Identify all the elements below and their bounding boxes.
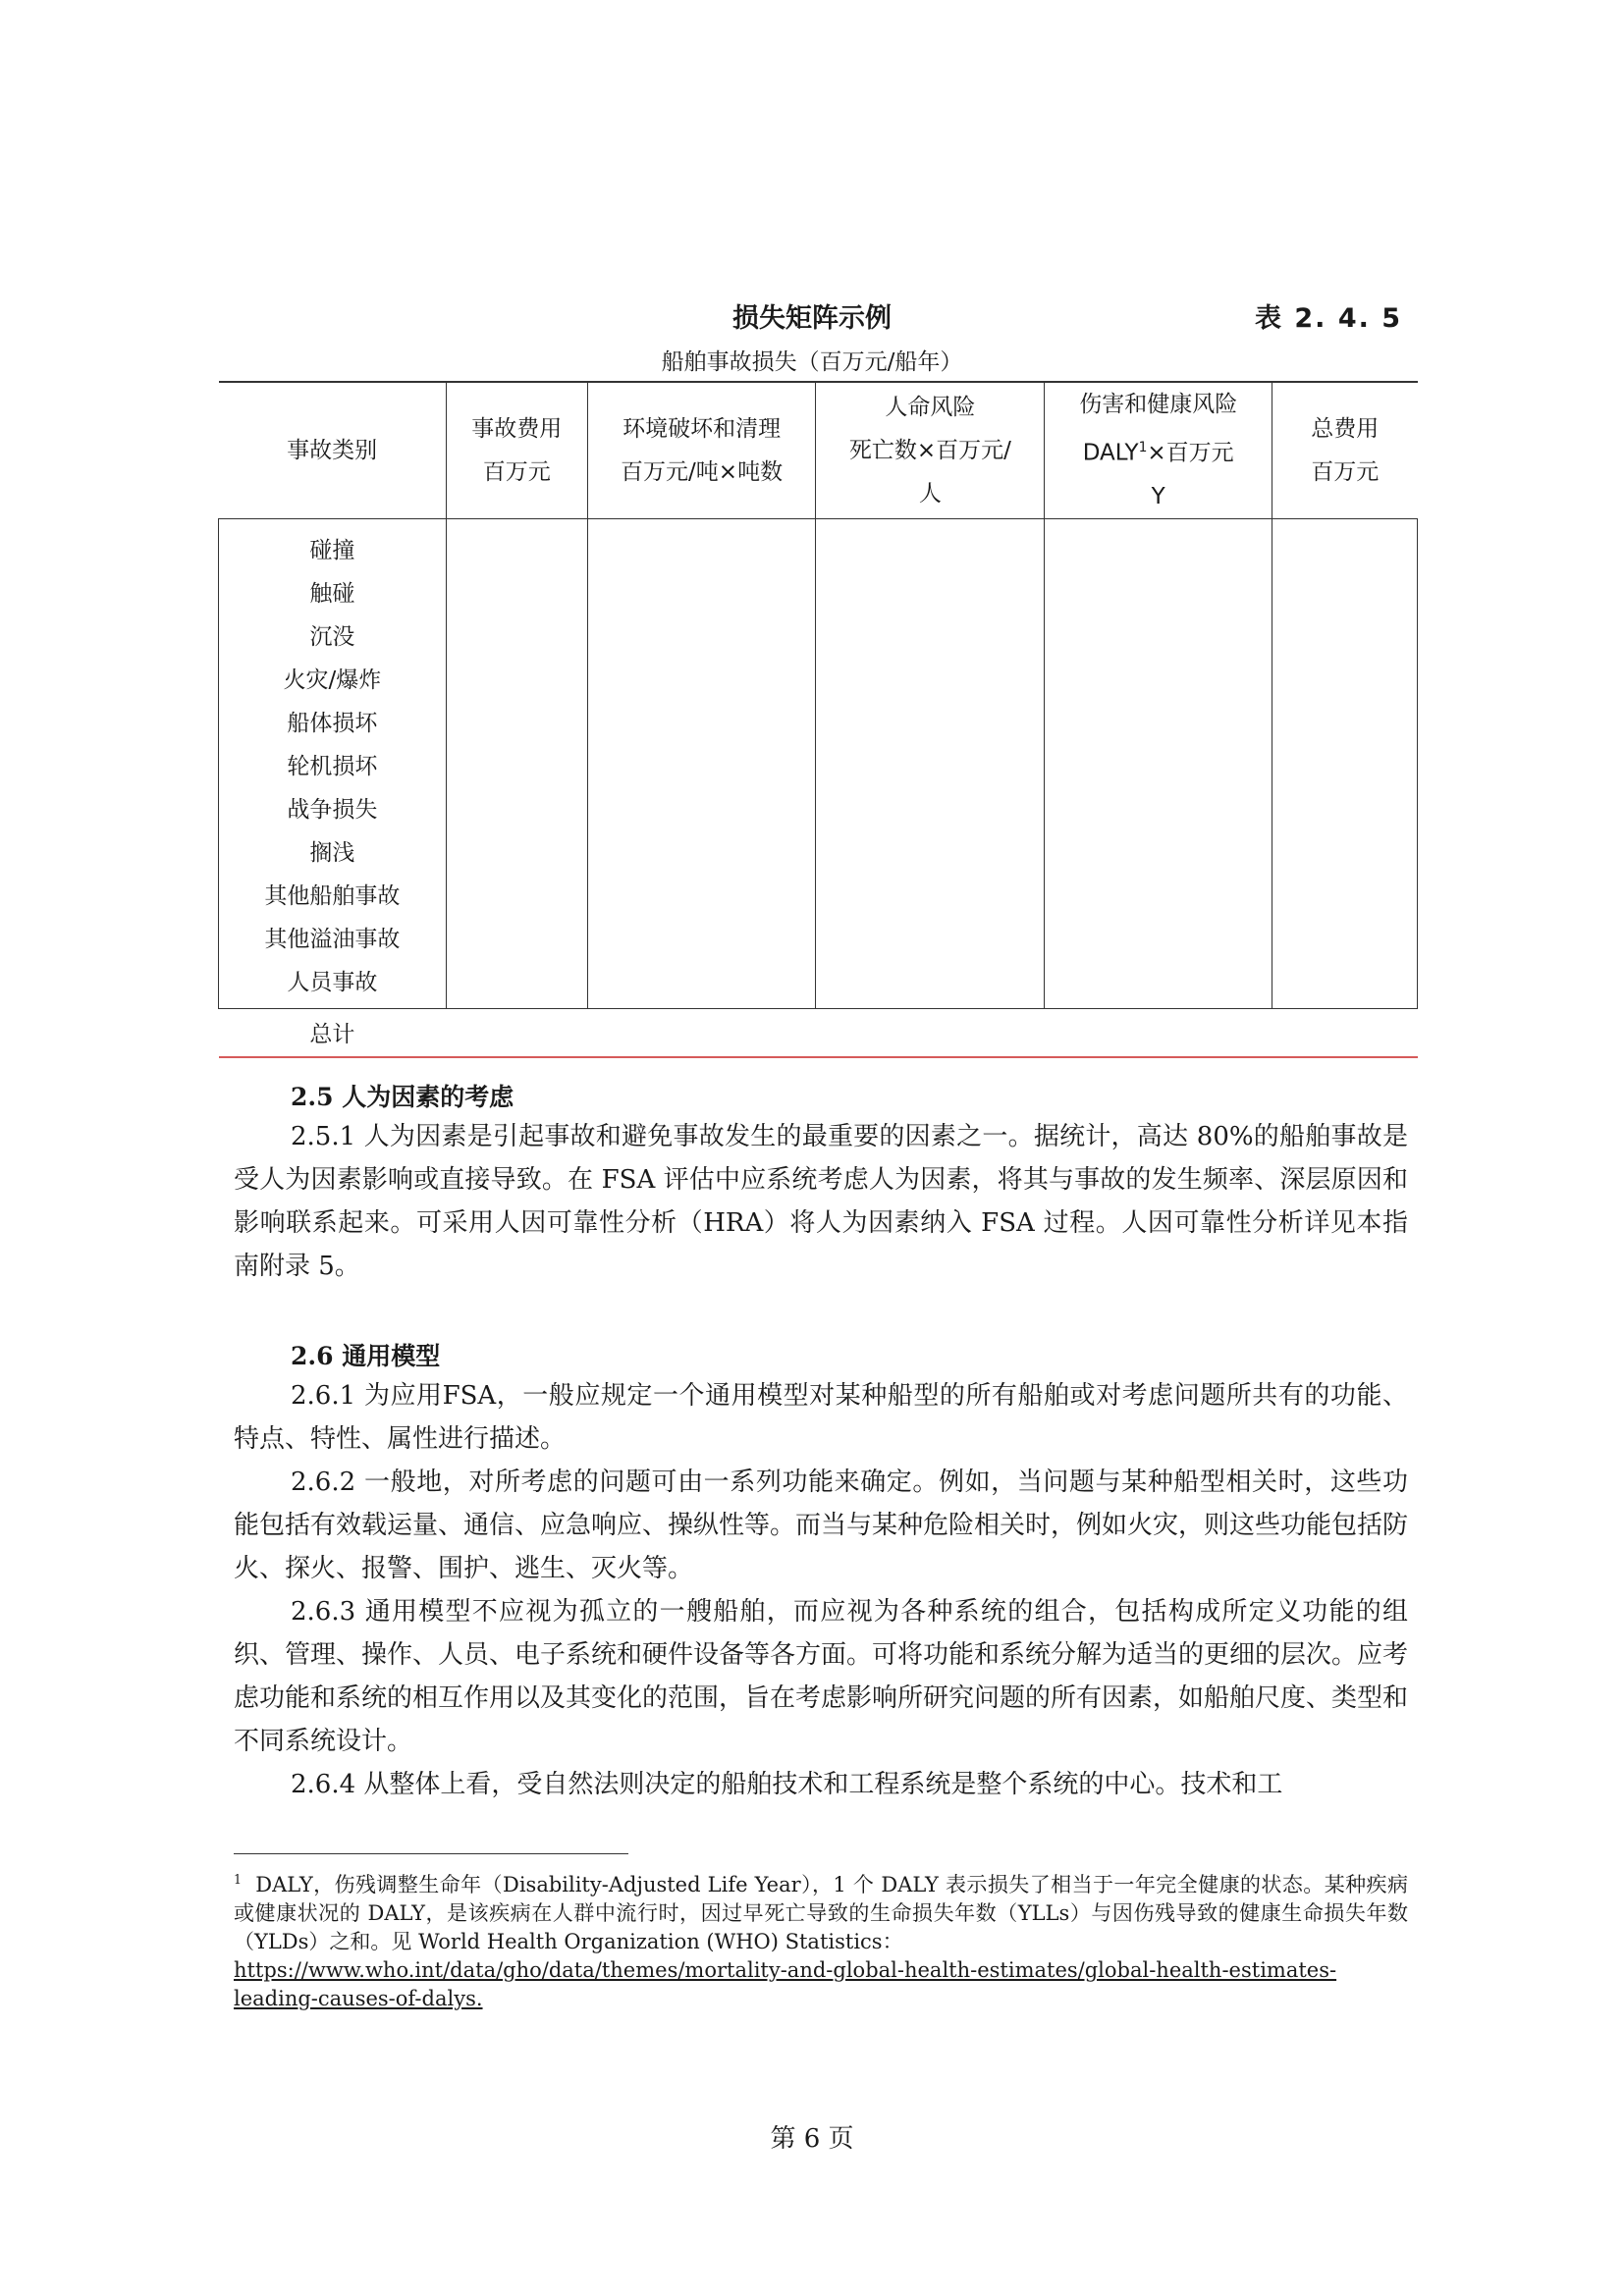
table-subtitle: 船舶事故损失（百万元/船年） [661,349,963,375]
section-heading: 2.5 人为因素的考虑 [291,1083,514,1111]
paragraph: 2.6.3 通用模型不应视为孤立的一艘船舶，而应视为各种系统的组合，包括构成所定义功能的组织、管理、操作、人员、电子系统和硬件设备等各方面。可将功能和系统分解为适当的更细的层次。应考虑功能和系统的相互作用以及其变化的范围，旨在考虑影响所研究问题的所有因素，如船舶尺度、类型和不同系统设计。 [234,1597,1409,1756]
table-header-row [219,382,1418,518]
list-item: 火灾/爆炸 [283,667,382,693]
header-total-cost: 总费用 百万元 [1272,382,1418,518]
list-item: 战争损失 [287,796,378,823]
list-item: 船体损坏 [287,710,378,736]
table-cell [446,1008,587,1057]
list-item: 沉没 [309,623,355,650]
paragraph: 2.6.4 从整体上看，受自然法则决定的船舶技术和工程系统是整个系统的中心。技术和工 [291,1770,1283,1799]
list-item: 人员事故 [287,969,378,995]
event-list-cell [219,518,447,1008]
header-event-type: 事故类别 [219,382,447,518]
table-body-row [219,518,1418,1008]
table-number: 表 2. 4. 5 [1255,303,1403,334]
table-cell [1272,1008,1418,1057]
table-cell [816,518,1045,1008]
footnote-marker: 1 [234,1872,243,1887]
footnote-link[interactable]: https://www.who.int/data/gho/data/themes/mortality-and-global-health-estimates/global-health-estimates-leading-causes-of-dalys. [234,1958,1337,2010]
paragraph: 2.6.1 为应用FSA，一般应规定一个通用模型对某种船型的所有船舶或对考虑问题所共有的功能、特点、特性、属性进行描述。 [234,1381,1408,1454]
list-item: 其他溢油事故 [264,926,401,952]
list-item: 轮机损坏 [287,753,378,779]
total-label: 总计 [219,1008,447,1057]
footnote-text: DALY，伤残调整生命年（Disability-Adjusted Life Year），1 个 DALY 表示损失了相当于一年完全健康的状态。某种疾病或健康状况的 DALY，是该疾病在人群中流行时，因过早死亡导致的生命损失年数（YLLs）与因伤残导致的健康生命损失年数（YLDs）之和。见 World Health Organization (WHO) Statistics： [234,1873,1408,1953]
table-cell [816,1008,1045,1057]
list-item: 其他船舶事故 [264,882,401,909]
header-environment-cost: 环境破坏和清理 百万元/吨×吨数 [587,382,816,518]
table-cell [1045,1008,1272,1057]
loss-matrix-table [218,381,1418,1058]
table-cell [587,1008,816,1057]
table-cell [1045,518,1272,1008]
header-life-risk: 人命风险 死亡数×百万元/ 人 [816,382,1045,518]
page-number: 第 6 页 [770,2124,854,2154]
table-cell [446,518,587,1008]
list-item: 搁浅 [309,839,355,866]
table-title: 损失矩阵示例 [732,303,892,334]
total-row [219,1008,1418,1057]
list-item: 碰撞 [309,537,355,563]
header-injury-risk: 伤害和健康风险 $DALY^1\times$百万元 Y [1045,382,1272,518]
paragraph: 2.6.2 一般地，对所考虑的问题可由一系列功能来确定。例如，当问题与某种船型相关时，这些功能包括有效载运量、通信、应急响应、操纵性等。而当与某种危险相关时，例如火灾，则这些功能包括防火、探火、报警、围护、逃生、灭火等。 [234,1468,1409,1583]
footnote-divider [234,1853,628,1854]
section-heading: 2.6 通用模型 [291,1342,441,1370]
list-item: 触碰 [309,580,355,607]
event-list [219,519,446,1008]
footnote [234,1865,1408,2013]
table-cell [1272,518,1418,1008]
paragraph: 2.5.1 人为因素是引起事故和避免事故发生的最重要的因素之一。据统计，高达 80%的船舶事故是受人为因素影响或直接导致。在 FSA 评估中应系统考虑人为因素，将其与事故的发生频率、深层原因和影响联系起来。可采用人因可靠性分析（HRA）将人为因素纳入 FSA 过程。人因可靠性分析详见本指南附录 5。 [234,1122,1408,1281]
table-cell [587,518,816,1008]
header-accident-cost: 事故费用 百万元 [446,382,587,518]
